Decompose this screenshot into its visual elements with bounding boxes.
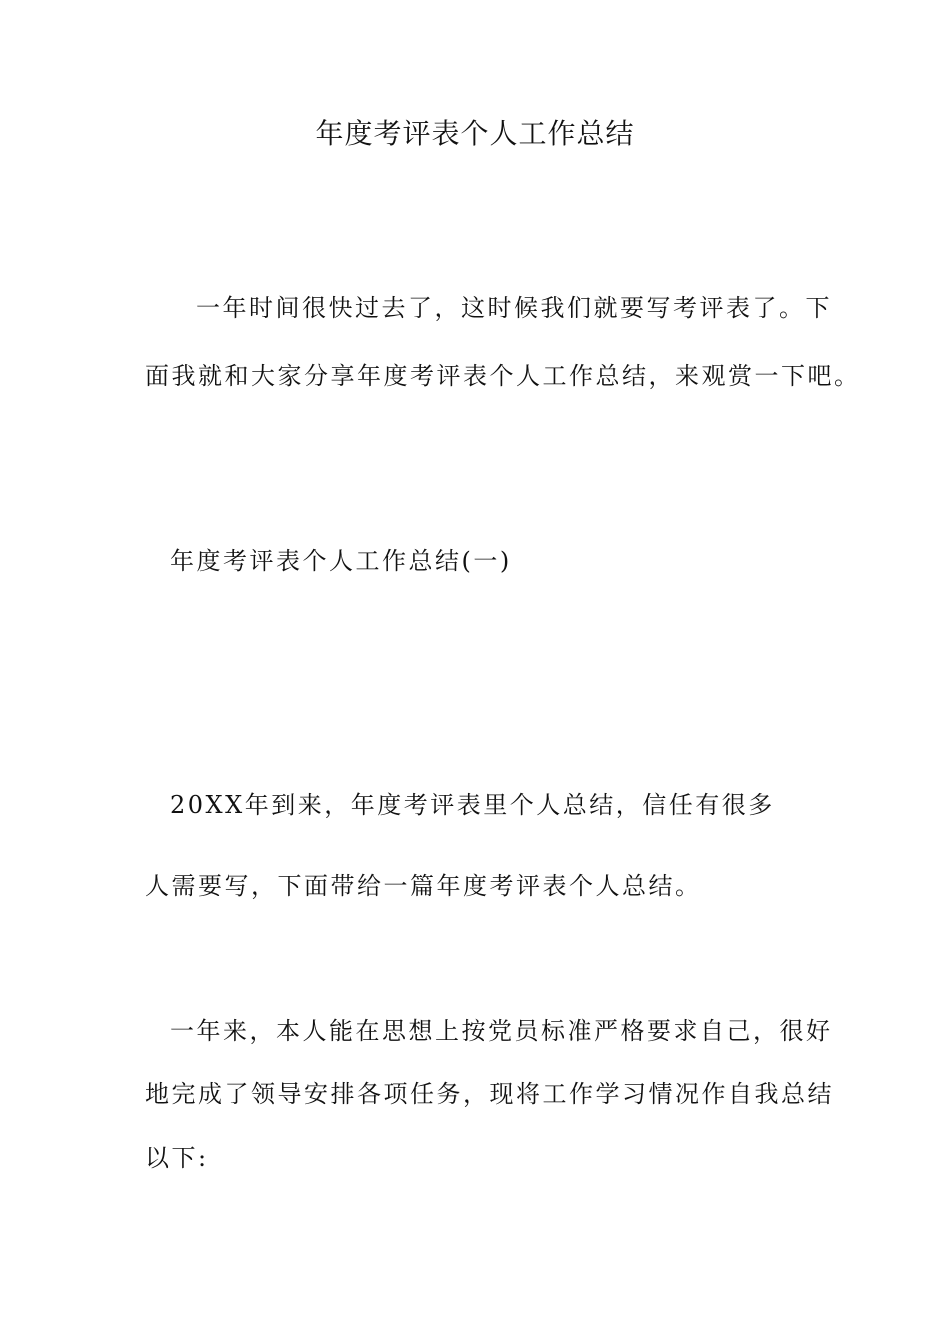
paragraph-2-line-1: 一年来，本人能在思想上按党员标准严格要求自己，很好	[170, 1017, 833, 1045]
paragraph-2-line-2: 地完成了领导安排各项任务，现将工作学习情况作自我总结	[145, 1080, 834, 1108]
paragraph-1-line-1: 20XX年到来，年度考评表里个人总结，信任有很多	[170, 791, 775, 819]
paragraph-2-line-3: 以下:	[145, 1144, 209, 1172]
section-heading: 年度考评表个人工作总结(一)	[170, 547, 512, 575]
intro-line-1: 一年时间很快过去了，这时候我们就要写考评表了。下	[196, 294, 832, 322]
paragraph-1-line-2: 人需要写，下面带给一篇年度考评表个人总结。	[145, 872, 702, 900]
intro-line-2: 面我就和大家分享年度考评表个人工作总结，来观赏一下吧。	[145, 362, 861, 390]
document-title: 年度考评表个人工作总结	[315, 117, 635, 150]
